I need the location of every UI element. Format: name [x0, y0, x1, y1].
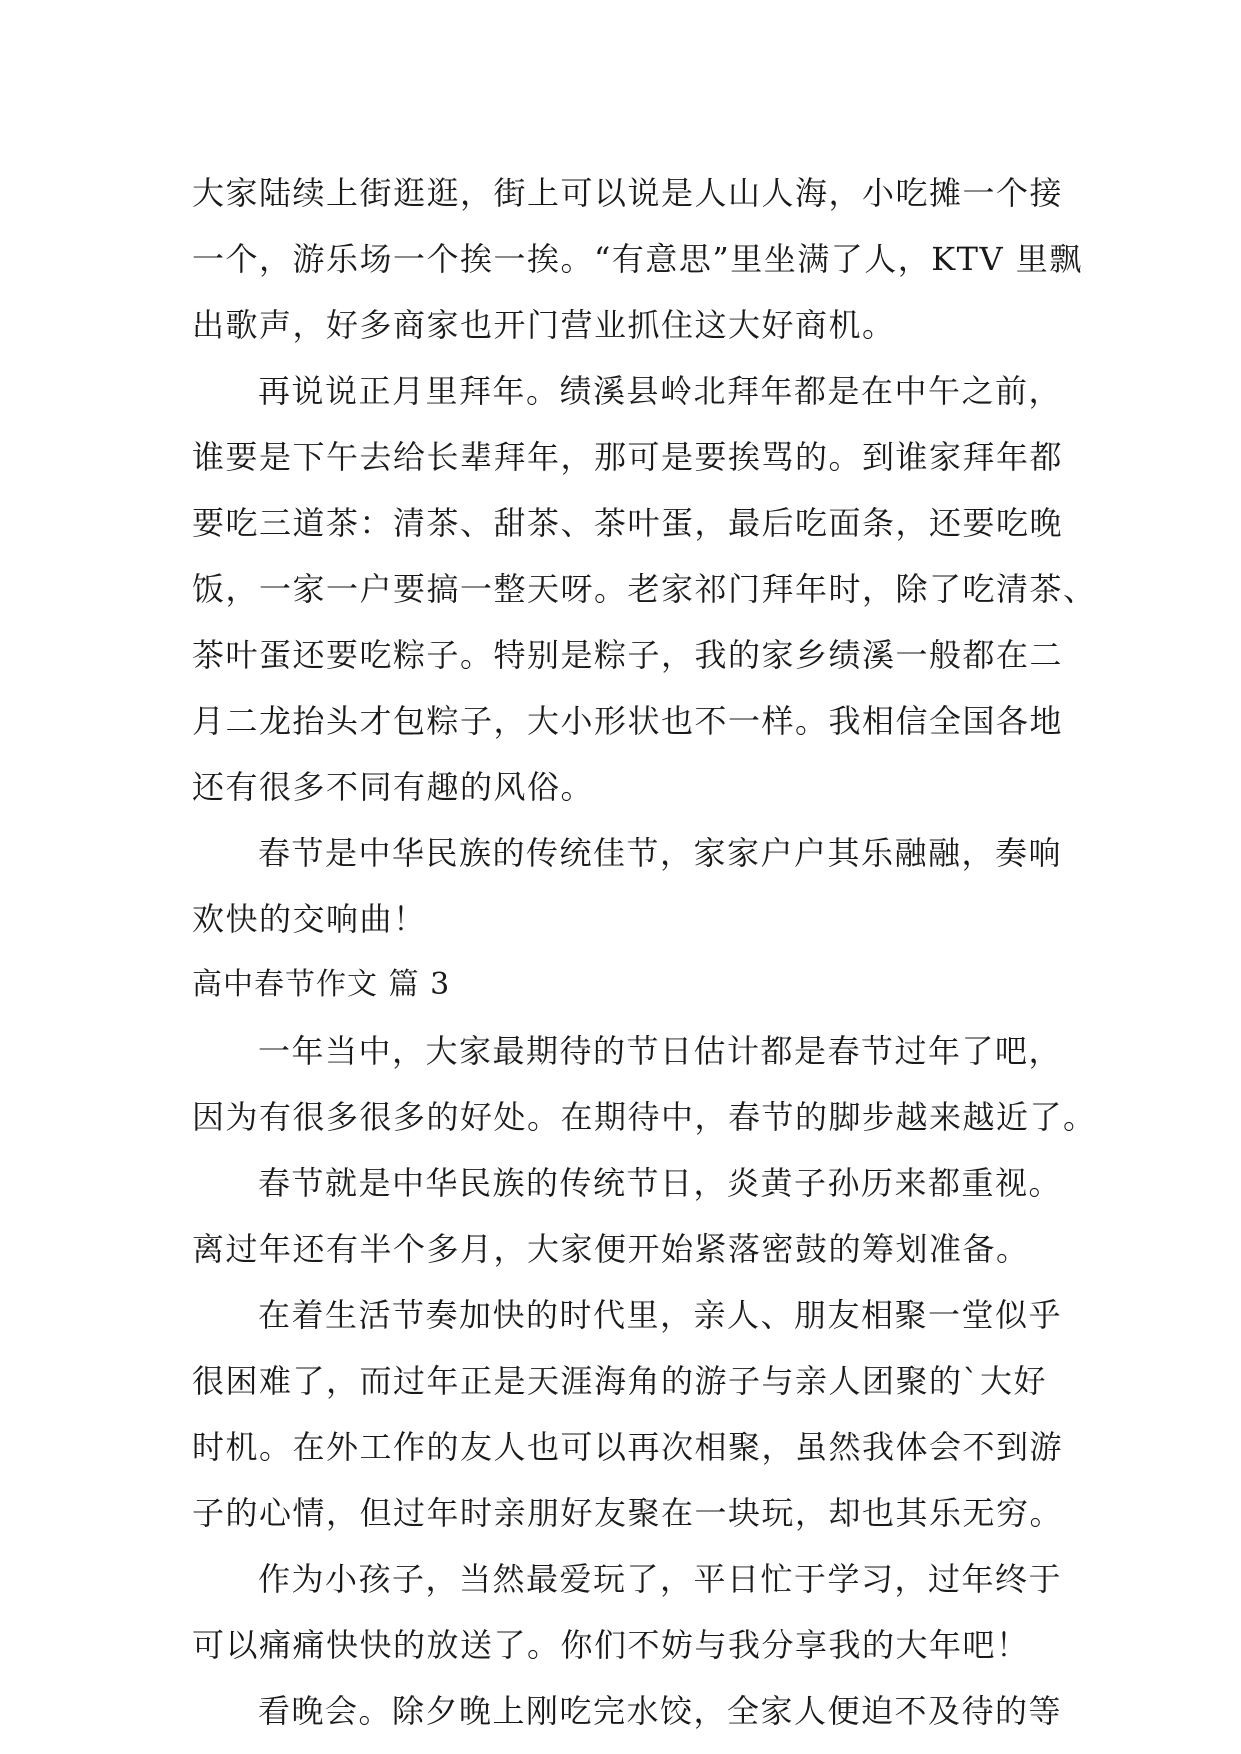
paragraph-line: 很困难了，而过年正是天涯海角的游子与亲人团聚的`大好 — [192, 1362, 1048, 1400]
paragraph-line: 茶叶蛋还要吃粽子。特别是粽子，我的家乡绩溪一般都在二 — [192, 636, 1064, 674]
paragraph-line: 可以痛痛快快的放送了。你们不妨与我分享我的大年吧！ — [192, 1626, 1030, 1664]
paragraph-line: 一年当中，大家最期待的节日估计都是春节过年了吧， — [258, 1032, 1063, 1070]
paragraph-line: 离过年还有半个多月，大家便开始紧落密鼓的筹划准备。 — [192, 1230, 1030, 1268]
paragraph-line: 月二龙抬头才包粽子，大小形状也不一样。我相信全国各地 — [192, 702, 1064, 740]
paragraph-line: 要吃三道茶：清茶、甜茶、茶叶蛋，最后吃面条，还要吃晚 — [192, 504, 1064, 542]
paragraph-line: 春节就是中华民族的传统节日，炎黄子孙历来都重视。 — [258, 1164, 1063, 1202]
paragraph-line: 饭，一家一户要搞一整天呀。老家祁门拜年时，除了吃清茶、 — [192, 570, 1097, 608]
paragraph-line: 在着生活节奏加快的时代里，亲人、朋友相聚一堂似乎 — [258, 1296, 1063, 1334]
paragraph-line: 因为有很多很多的好处。在期待中，春节的脚步越来越近了。 — [192, 1098, 1097, 1136]
paragraph-line: 出歌声，好多商家也开门营业抓住这大好商机。 — [192, 306, 896, 344]
paragraph-line: 春节是中华民族的传统佳节，家家户户其乐融融，奏响 — [258, 834, 1063, 872]
paragraph-line: 欢快的交响曲！ — [192, 900, 427, 938]
paragraph-line: 再说说正月里拜年。绩溪县岭北拜年都是在中午之前， — [258, 372, 1063, 410]
paragraph-line: 子的心情，但过年时亲朋好友聚在一块玩，却也其乐无穷。 — [192, 1494, 1064, 1532]
paragraph-line: 时机。在外工作的友人也可以再次相聚，虽然我体会不到游 — [192, 1428, 1064, 1466]
paragraph-line: 大家陆续上街逛逛，街上可以说是人山人海，小吃摊一个接 — [192, 174, 1064, 212]
paragraph-line: 看晚会。除夕晚上刚吃完水饺，全家人便迫不及待的等 — [258, 1692, 1063, 1730]
section-heading: 高中春节作文 篇 3 — [192, 967, 451, 1002]
document-body — [192, 160, 1097, 1744]
paragraph-line: 一个，游乐场一个挨一挨。“有意思”里坐满了人，KTV 里飘 — [192, 240, 1083, 278]
paragraph-line: 作为小孩子，当然最爱玩了，平日忙于学习，过年终于 — [258, 1560, 1063, 1598]
paragraph-line: 谁要是下午去给长辈拜年，那可是要挨骂的。到谁家拜年都 — [192, 438, 1064, 476]
paragraph-line: 还有很多不同有趣的风俗。 — [192, 768, 595, 806]
